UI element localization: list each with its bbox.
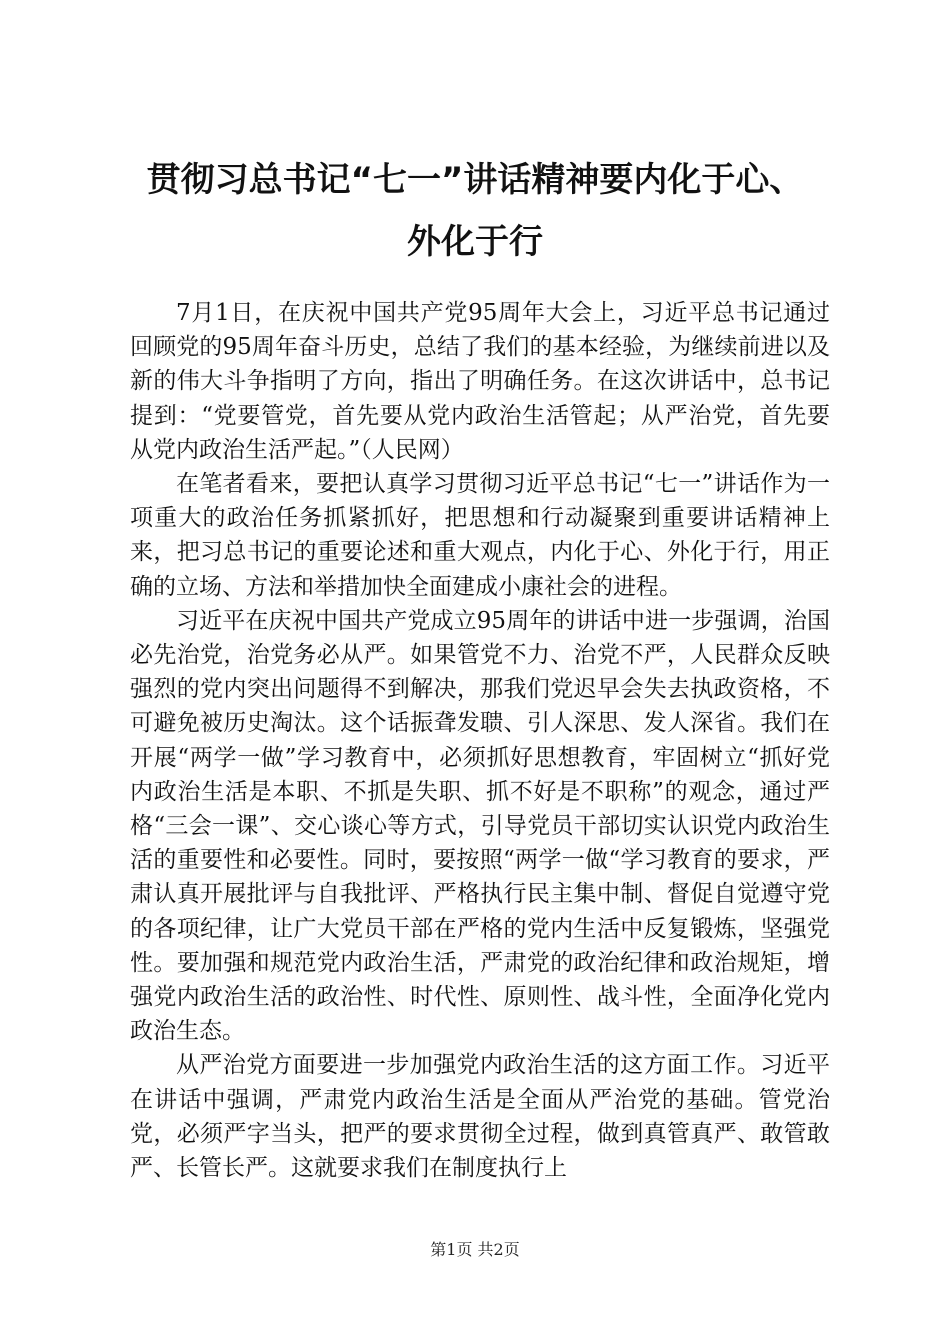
paragraph-2: 在笔者看来，要把认真学习贯彻习近平总书记“七一”讲话作为一项重大的政治任务抓紧抓好，把思想和行动凝聚到重要讲话精神上来，把习总书记的重要论述和重大观点，内化于心、外化于行，用正确的立场、方法和举措加快全面建成小康社会的进程。 bbox=[130, 471, 830, 600]
paragraph-3: 习近平在庆祝中国共产党成立95周年的讲话中进一步强调，治国必先治党，治党务必从严。如果管党不力、治党不严，人民群众反映强烈的党内突出问题得不到解决，那我们党迟早会失去执政资格，不可避免被历史淘汰。这个话振聋发聩、引人深思、发人深省。我们在开展“两学一做”学习教育中，必须抓好思想教育，牢固树立“抓好党内政治生活是本职、不抓是失职、抓不好是不职称”的观念，通过严格“三会一课”、交心谈心等方式，引导党员干部切实认识党内政治生活的重要性和必要性。同时，要按照“两学一做“学习教育的要求，严肃认真开展批评与自我批评、严格执行民主集中制、督促自觉遵守党的各项纪律，让广大党员干部在严格的党内生活中反复锻炼，坚强党性。要加强和规范党内政治生活，严肃党的政治纪律和政治规矩，增强党内政治生活的政治性、时代性、原则性、战斗性，全面净化党内政治生态。 bbox=[130, 607, 830, 1045]
document-body bbox=[130, 296, 830, 1185]
paragraph-1: 7月1日，在庆祝中国共产党95周年大会上，习近平总书记通过回顾党的95周年奋斗历史，总结了我们的基本经验，为继续前进以及新的伟大斗争指明了方向，指出了明确任务。在这次讲话中，总书记提到：“党要管党，首先要从党内政治生活管起；从严治党，首先要从党内政治生活严起。”（人民网） bbox=[130, 300, 830, 463]
document-title-line-1: 贯彻习总书记“七一”讲话精神要内化于心、 bbox=[146, 160, 804, 200]
paragraph-4: 从严治党方面要进一步加强党内政治生活的这方面工作。习近平在讲话中强调，严肃党内政治生活是全面从严治党的基础。管党治党，必须严字当头，把严的要求贯彻全过程，做到真管真严、敢管敢严、长管长严。这就要求我们在制度执行上 bbox=[130, 1052, 830, 1182]
page-number-footer: 第1页 共2页 bbox=[430, 1240, 520, 1259]
document-title-line-2: 外化于行 bbox=[407, 222, 543, 262]
